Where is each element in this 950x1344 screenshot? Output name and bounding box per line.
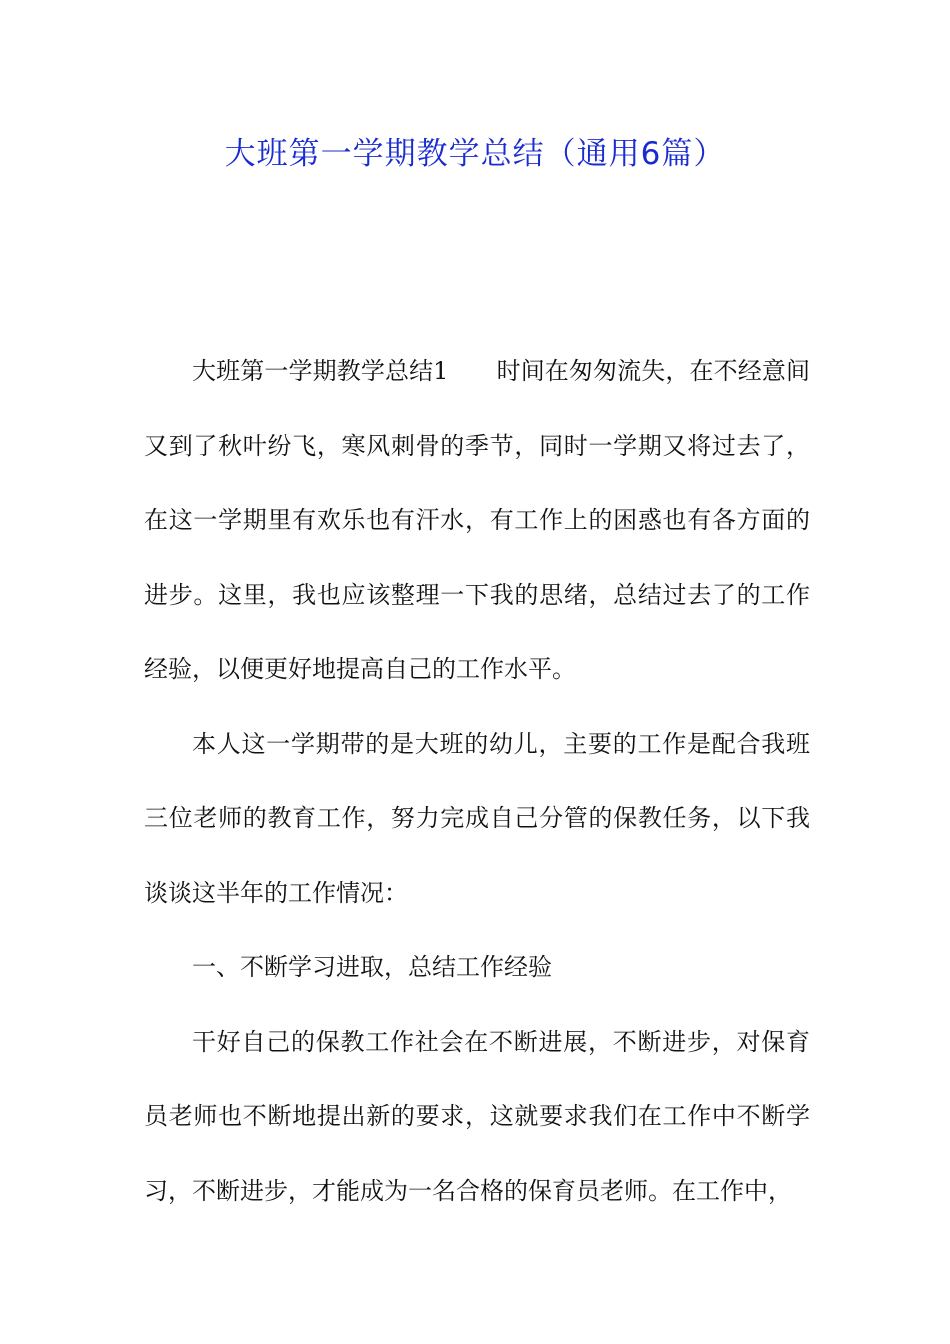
document-body	[144, 334, 810, 1228]
paragraph-intro	[144, 334, 810, 707]
paragraph-text: 时间在匆匆流失，在不经意间又到了秋叶纷飞，寒风刺骨的季节，同时一学期又将过去了，在这一学期里有欢乐也有汗水，有工作上的困惑也有各方面的进步。这里，我也应该整理一下我的思绪，总结过去了的工作经验，以便更好地提高自己的工作水平。	[144, 357, 810, 683]
paragraph: 干好自己的保教工作社会在不断进展，不断进步，对保育员老师也不断地提出新的要求，这就要求我们在工作中不断学习，不断进步，才能成为一名合格的保育员老师。在工作中，	[144, 1027, 810, 1205]
paragraph: 本人这一学期带的是大班的幼儿，主要的工作是配合我班三位老师的教育工作，努力完成自己分管的保教任务，以下我谈谈这半年的工作情况：	[144, 729, 810, 907]
subheading: 一、不断学习进取，总结工作经验	[192, 953, 552, 981]
document-title: 大班第一学期教学总结（通用6篇）	[224, 136, 726, 172]
section-heading: 大班第一学期教学总结1	[192, 357, 449, 385]
